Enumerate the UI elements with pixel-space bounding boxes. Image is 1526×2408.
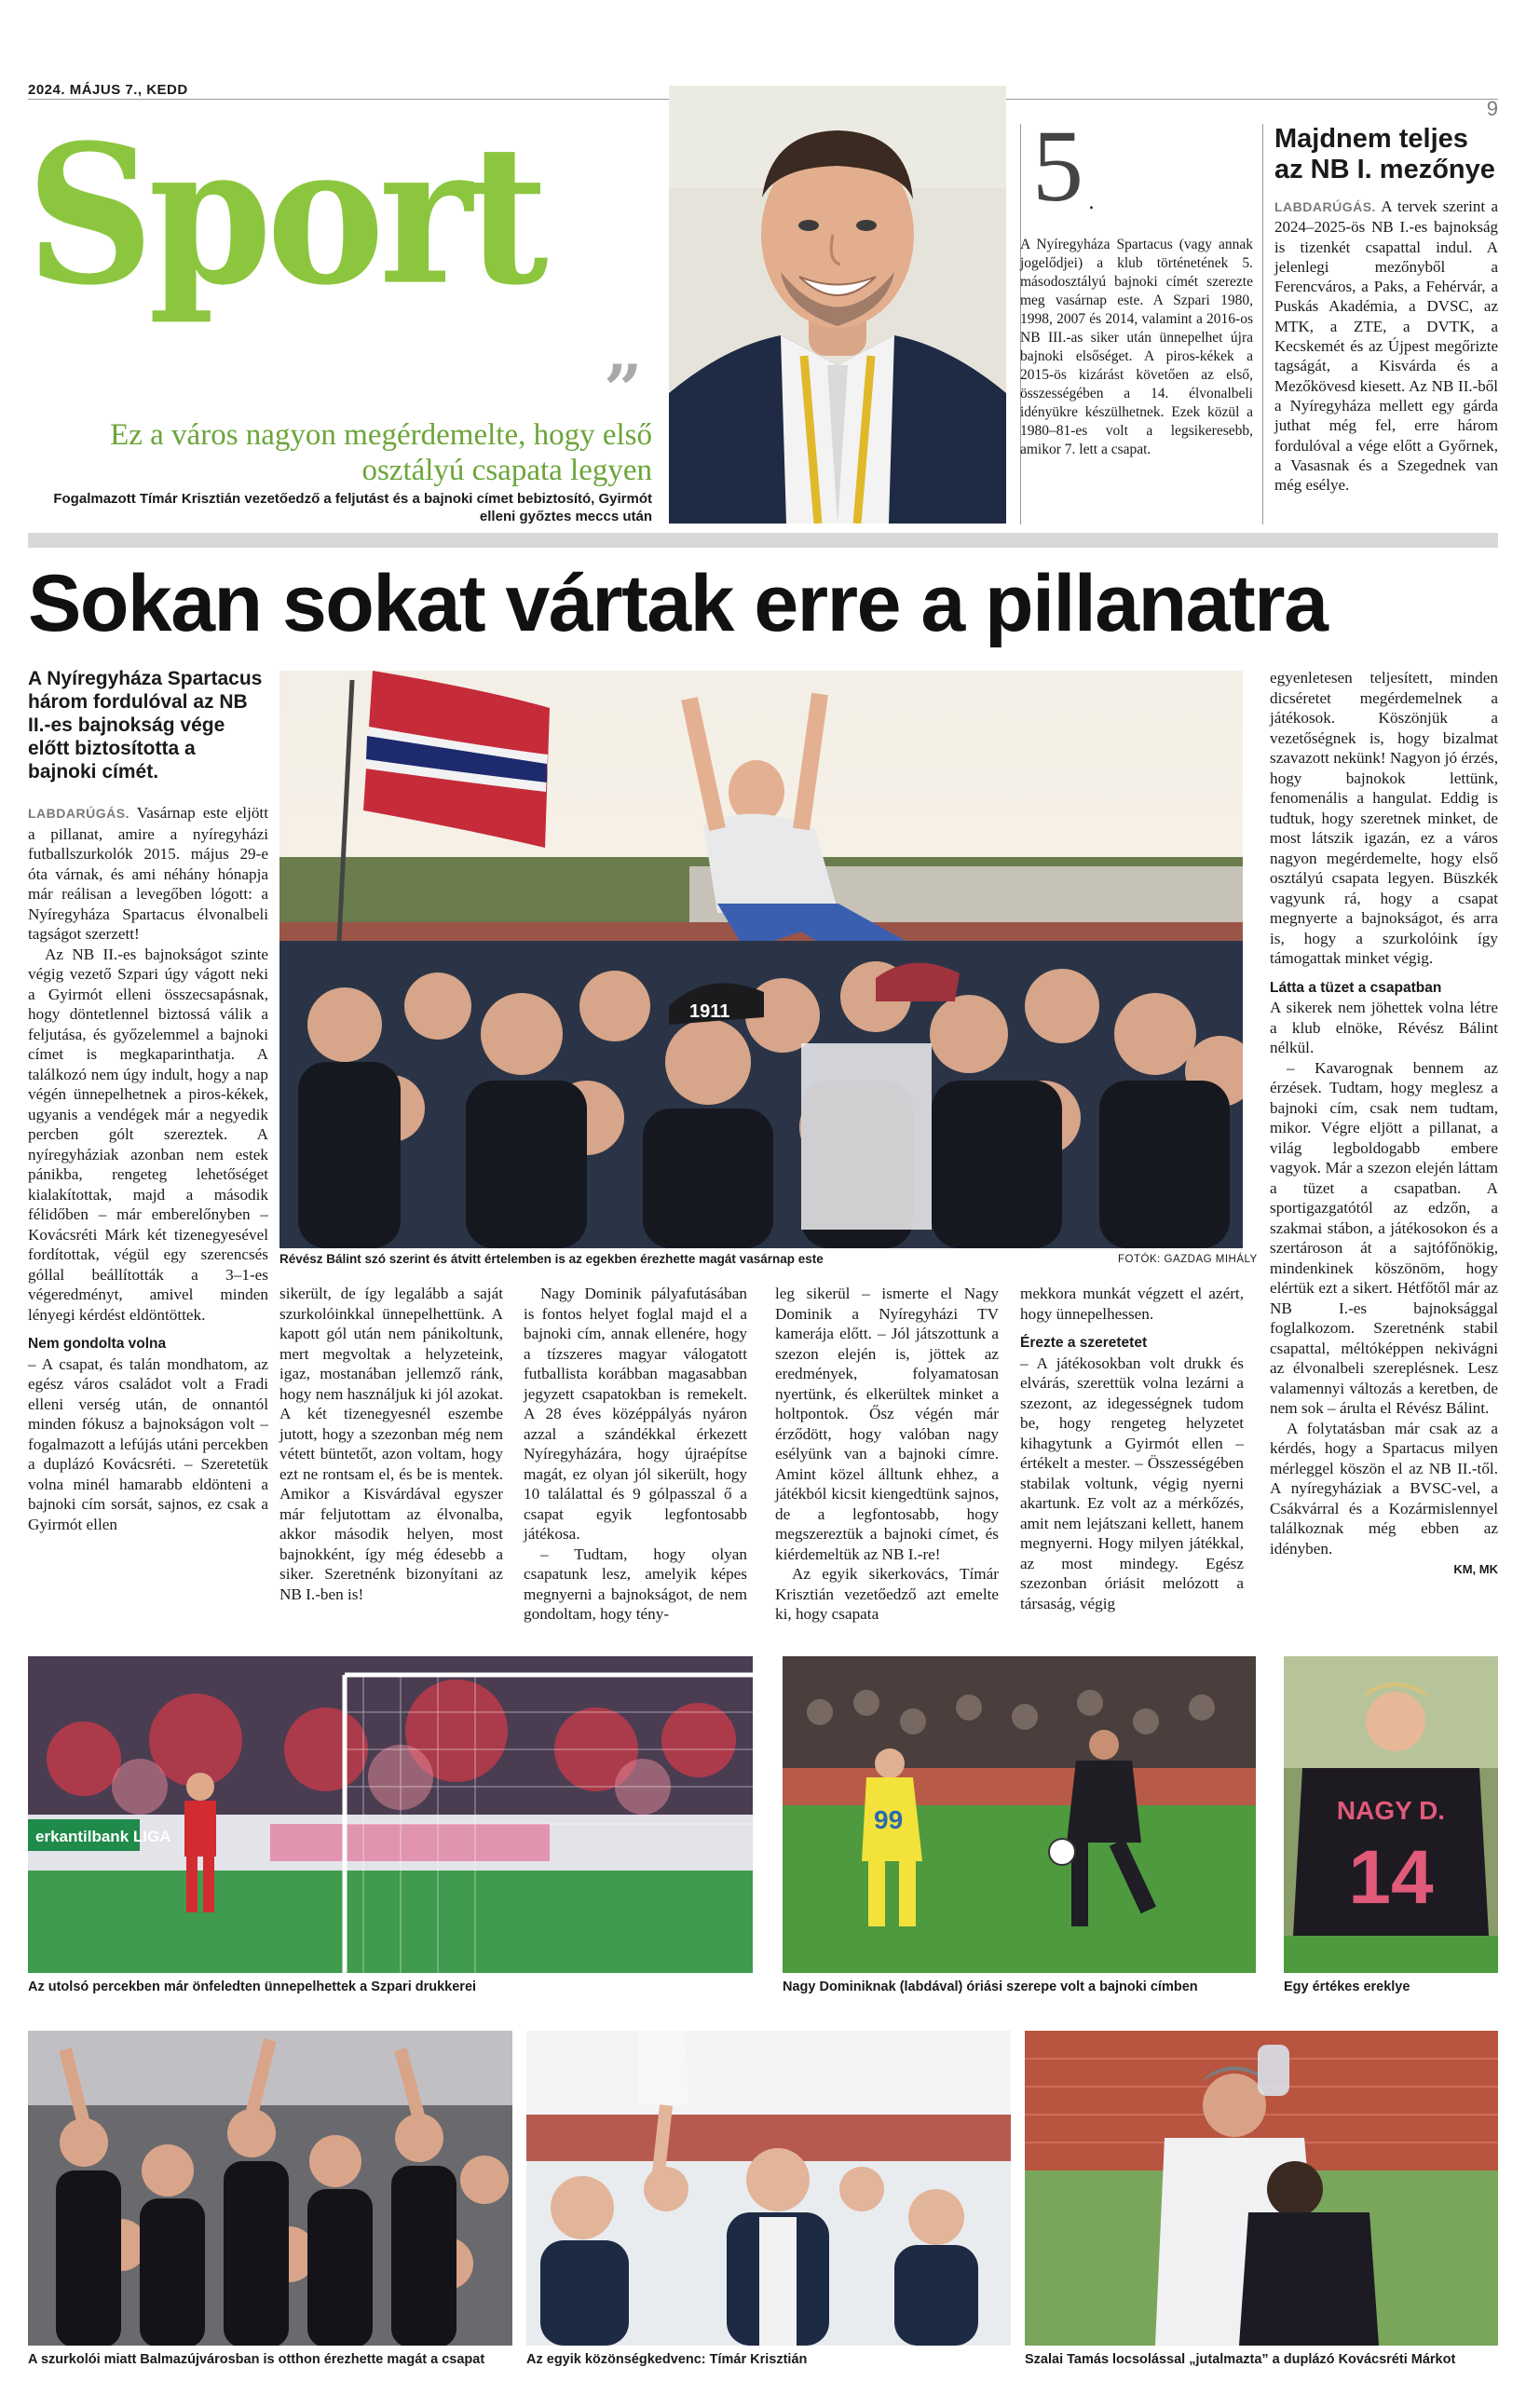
- photo-caption-5: Az egyik közönségkedvenc: Tímár Krisztián: [526, 2352, 808, 2367]
- water-celebration-photo: [1025, 2031, 1498, 2346]
- subhead-1: Nem gondolta volna: [28, 1336, 167, 1352]
- coach-portrait-photo: [669, 86, 1006, 524]
- player-number-text: 99: [874, 1805, 904, 1834]
- main-photo-caption: Révész Bálint szó szerint és átvitt értelemben is az egekben érezhette magát vasárnap este: [279, 1252, 824, 1266]
- match-action-illustration: [783, 1656, 1256, 1973]
- article-col3: Nagy Dominik pályafutásában is fontos helyet foglal majd el a bajnoki cím, annak ellenére, hogy a tízszeres magyar válogatott futballista korábban magasabban jegyzett csapatokban is remekelt. A 28 éves középpályás nyáron azzal a szándékkal érkezett Nyíregyházára, hogy újraépítse magát, ez olyan jól sikerült, hogy 10 találattal és 9 gólpasszal ő a csapat egyik legfontosabb játékosa.: [524, 1285, 747, 1543]
- article-column-2: [279, 1284, 503, 1604]
- pull-quote-source: Fogalmazott Tímár Krisztián vezetőedző a feljutást és a bajnoki címet bebiztosító, Gyirmót elleni győztes meccs után: [53, 491, 652, 524]
- article-lead: A Nyíregyháza Spartacus három fordulóval az NB II.-es bajnokság vége előtt biztosította a bajnoki címét.: [28, 668, 263, 782]
- article-col1-p1: Vasárnap este eljött a pillanat, amire a nyíregyházi futballszurkolók 2015. május 29-e óta várnak, és ami néhány hónapja már reálisan a levegőben lógott: a Nyíregyháza Spartacus élvonalbeli tagságot szerzett!: [28, 804, 268, 943]
- fans-stadium-photo: [28, 1656, 753, 1973]
- jersey-relic-illustration: [1284, 1656, 1498, 1973]
- coach-crowd-photo: [526, 2031, 1011, 2346]
- cap-text: 1911: [689, 1001, 730, 1022]
- article-column-6: [1270, 668, 1498, 1580]
- fans-stadium-illustration: [28, 1656, 753, 1973]
- article-col6-p3: – Kavarognak bennem az érzések. Tudtam, hogy meglesz a bajnoki cím, csak nem tudtam, mikor. Végre eljött a pillanat, a világ legboldogabb embere vagyok. Már a szezon elején láttam a tüzet a csapatban. A sportigazgatótól az edzőn, a szakmai stábon, a játékosokon és a szertároson át a sajtófőnökig, mindenkinek köszönöm, hogy elértük ezt a sikert. Hétfőtől már az NB I.-es bajnoksággal foglalkozom. Szeretnénk stabil csapattal, méltóképpen nekivágni az élvonalbeli szereplésnek. Lesz valamennyi változás a keretben, de nem sok – árulta el Révész Bálint.: [1270, 1058, 1498, 1417]
- subhead-2: Érezte a szeretetet: [1020, 1335, 1148, 1351]
- sidebar-kicker: LABDARÚGÁS.: [1274, 199, 1376, 214]
- photo-caption-4: A szurkolói miatt Balmazújvárosban is otthon érezhette magát a csapat: [28, 2352, 485, 2367]
- ad-board-text: erkantilbank LIGA: [35, 1828, 171, 1845]
- article-col4-p2: Az egyik sikerkovács, Tímár Krisztián vezetőedző azt emelte ki, hogy csapata: [775, 1565, 999, 1623]
- main-celebration-photo: [279, 671, 1243, 1248]
- section-divider: [28, 533, 1498, 548]
- sidebar-body: [1274, 197, 1498, 495]
- article-col3-p2: – Tudtam, hogy olyan csapatunk lesz, amelyik képes megnyerni a bajnokságot, de nem gondoltam, hogy tény-: [524, 1544, 747, 1623]
- stat-text: A Nyíregyháza Spartacus (vagy annak jogelődjei) a klub történetének 5. másodosztályú bajnoki címét szerezte meg vasárnap este. A Szpari 1980, 1998, 2007 és 2014, valamint a 2016-os NB III.-as siker után ünnepelhet újra bajnoki elsőséget. A piros-kékek a 2015-ös kizárást követően az első, összességében a 14. élvonalbeli idényükre készülhetnek. Ezek közül a 1980–81-es volt a legsikeresebb, amikor 7. lett a csapat.: [1020, 237, 1253, 457]
- away-fans-illustration: [28, 2031, 512, 2346]
- sidebar-text: A tervek szerint a 2024–2025-ös NB I.-es bajnokság is tizenkét csapattal indul. A jelenlegi mezőnyből a Ferencváros, a Paks, a Fehérvár, a Puskás Akadémia, a DVSC, az MTK, a ZTE, a DVTK, a Kecskemét és az Újpest megőrizte tagságát, a Kisvárda és a Mezőkövesd kiesett. Az NB II.-ből a Nyíregyháza mellett egy gárda juthat még fel, erre három fordulóval a vége előtt a Győrnek, a Vasasnak és a Szegednek van még esélye.: [1274, 197, 1498, 495]
- quote-mark-icon: ”: [604, 349, 643, 429]
- photo-credit: FOTÓK: GAZDAG MIHÁLY: [1118, 1254, 1258, 1265]
- article-column-4: [775, 1284, 999, 1625]
- stat-number: 5: [1032, 109, 1083, 223]
- sidebar-title: Majdnem teljes az NB I. mezőnye: [1274, 124, 1495, 184]
- away-fans-photo: [28, 2031, 512, 2346]
- photo-caption-2: Nagy Dominiknak (labdával) óriási szerepe volt a bajnoki címben: [783, 1979, 1198, 1994]
- article-column-1: [28, 803, 268, 1534]
- article-column-3: [524, 1284, 747, 1625]
- photo-caption-3: Egy értékes ereklye: [1284, 1979, 1410, 1994]
- article-col5: mekkora munkát végzett el azért, hogy ünnepelhessen.: [1020, 1285, 1244, 1323]
- issue-date: 2024. MÁJUS 7., KEDD: [28, 82, 188, 98]
- celebration-illustration: [279, 671, 1243, 1248]
- pull-quote: Ez a város nagyon megérdemelte, hogy első osztályú csapata legyen: [110, 418, 652, 487]
- coach-portrait-illustration: [669, 86, 1006, 524]
- photo-caption-6: Szalai Tamás locsolással „jutalmazta” a duplázó Kovácsréti Márkot: [1025, 2352, 1456, 2367]
- subhead-3: Látta a tüzet a csapatban: [1270, 979, 1442, 996]
- article-headline: Sokan sokat vártak erre a pillanatra: [28, 559, 1328, 648]
- stat-number-dot: .: [1088, 191, 1095, 214]
- article-signature: KM, MK: [1453, 1562, 1498, 1576]
- jersey-name-text: NAGY D.: [1336, 1796, 1446, 1825]
- article-col2: sikerült, de így legalább a saját szurkolóinkkal ünnepelhettünk. A kapott gól után nem pánikoltunk, mert megvoltak a helyzeteink, igaz, mostanában jellemző ránk, hogy nem használjuk ki jól azokat. A két tizenegyesnél eszembe jutott, hogy a szezonban még nem vétett büntetőt, azon voltam, hogy ezt ne rontsam el, és be is mentek. Amikor a Kisvárdával egyszer már feljutottam az élvonalba, akkor második helyen, most bajnokként, így még édesebb a siker. Szeretnénk bizonyítani az NB I.-ben is!: [279, 1285, 503, 1603]
- article-col6-p1: egyenletesen teljesített, minden dicséretet megérdemelnek a játékosok. Köszönjük a vezetőségnek is, hogy bizalmat szavazott nekünk! Nagyon jó érzés, hogy bajnokok lettünk, fenomenális a hangulat. Eddig is tudtuk, hogy szeretnek minket, de most látszik igazán, ez a város nagyon megérdemelte, hogy első osztályú csapata legyen. Büszkék vagyunk rá, hogy a csapat megnyerte a bajnokságot, és arra is, hogy a szurkolóink így támogattak minket végig.: [1270, 669, 1498, 967]
- article-col4: leg sikerül – ismerte el Nagy Dominik a Nyíregyházi TV kamerája előtt. – Jól játszottunk a szezon elején is, jöttek az eredmények, folyamatosan nyertünk, és elkerültek minket a holtpontok. Ősz végén már érződött, hogy valóban nagy esélyünk van a bajnoki címre. Amint közel álltunk ehhez, a játékból kicsit kiengedtünk sajnos, de a legfontosabb, hogy megszereztük a bajnoki címet, és kiérdemeltük az NB I.-re!: [775, 1285, 999, 1563]
- jersey-relic-photo: [1284, 1656, 1498, 1973]
- match-action-photo: [783, 1656, 1256, 1973]
- sidebar-left-rule: [1262, 124, 1263, 524]
- article-col1-p3: – A csapat, és talán mondhatom, az egész város családot volt a Fradi elleni verség után, de onnantól minden fókusz a bajnokságon volt – fogalmazott a lefújás utáni percekben a duplázó Kovácsréti. – Szeretetük volna minél hamarabb eldönteni a bajnoki cím sorsát, sajnos, ez csak a Gyirmót ellen: [28, 1354, 268, 1533]
- article-column-5: [1020, 1284, 1244, 1613]
- article-col6-p2: A sikerek nem jöhettek volna létre a klub elnöke, Révész Bálint nélkül.: [1270, 999, 1498, 1056]
- article-col1-p2: Az NB II.-es bajnokságot szinte végig vezető Szpari úgy vágott neki a Gyirmót elleni összecsapásnak, hogy döntetlennel biztossá válik a feljutása, és győzelemmel a bajnoki címet is megkaparinthatja. A találkozó nem úgy indult, hogy a nap végén ünnepelhetnek a piros-kékek, ugyanis a vendégek már a negyedik percben gólt szereztek. A nyíregyháziak azonban nem estek pánikba, rengeteg lehetőséget kialakítottak, majd a második félidőben – már emberelőnyben – Kovácsréti Márk két tizenegyesével fordítottak, végül egy szerencsés góllal beállították a 3–1-es végeredményt, amivel minden lényegi kérdést eldöntöttek.: [28, 945, 268, 1324]
- coach-crowd-illustration: [526, 2031, 1011, 2346]
- article-kicker: LABDARÚGÁS.: [28, 806, 129, 821]
- article-col5-p2: – A játékosokban volt drukk és elvárás, szerettük volna lezárni a szezont, az idegességnek tudom be, hogy rengeteg helyzetet kihagytunk a Gyirmót ellen – értékelt a mester. – Összességében stabilak voltunk, végig nyerni akartunk. Ez volt az a mérkőzés, amit nem lejátszani kellett, hanem megnyerni. Hogy milyen játékkal, az most mindegy. Egész szezonban óriásit melózott a társaság, végig: [1020, 1354, 1244, 1612]
- page-number: 9: [1486, 97, 1498, 120]
- article-col6-p4: A folytatásban már csak az a kérdés, hogy a Spartacus milyen mérleggel köszön el az NB II.-től. A nyíregyháziak a BVSC-vel, a Csákvárral és a Kozármislennyel találkoznak még ebben az idényben.: [1270, 1419, 1498, 1558]
- water-celebration-illustration: [1025, 2031, 1498, 2346]
- photo-caption-1: Az utolsó percekben már önfeledten ünnepelhettek a Szpari drukkerei: [28, 1979, 477, 1994]
- jersey-number-text: 14: [1348, 1835, 1434, 1920]
- section-title: Sport: [26, 102, 543, 328]
